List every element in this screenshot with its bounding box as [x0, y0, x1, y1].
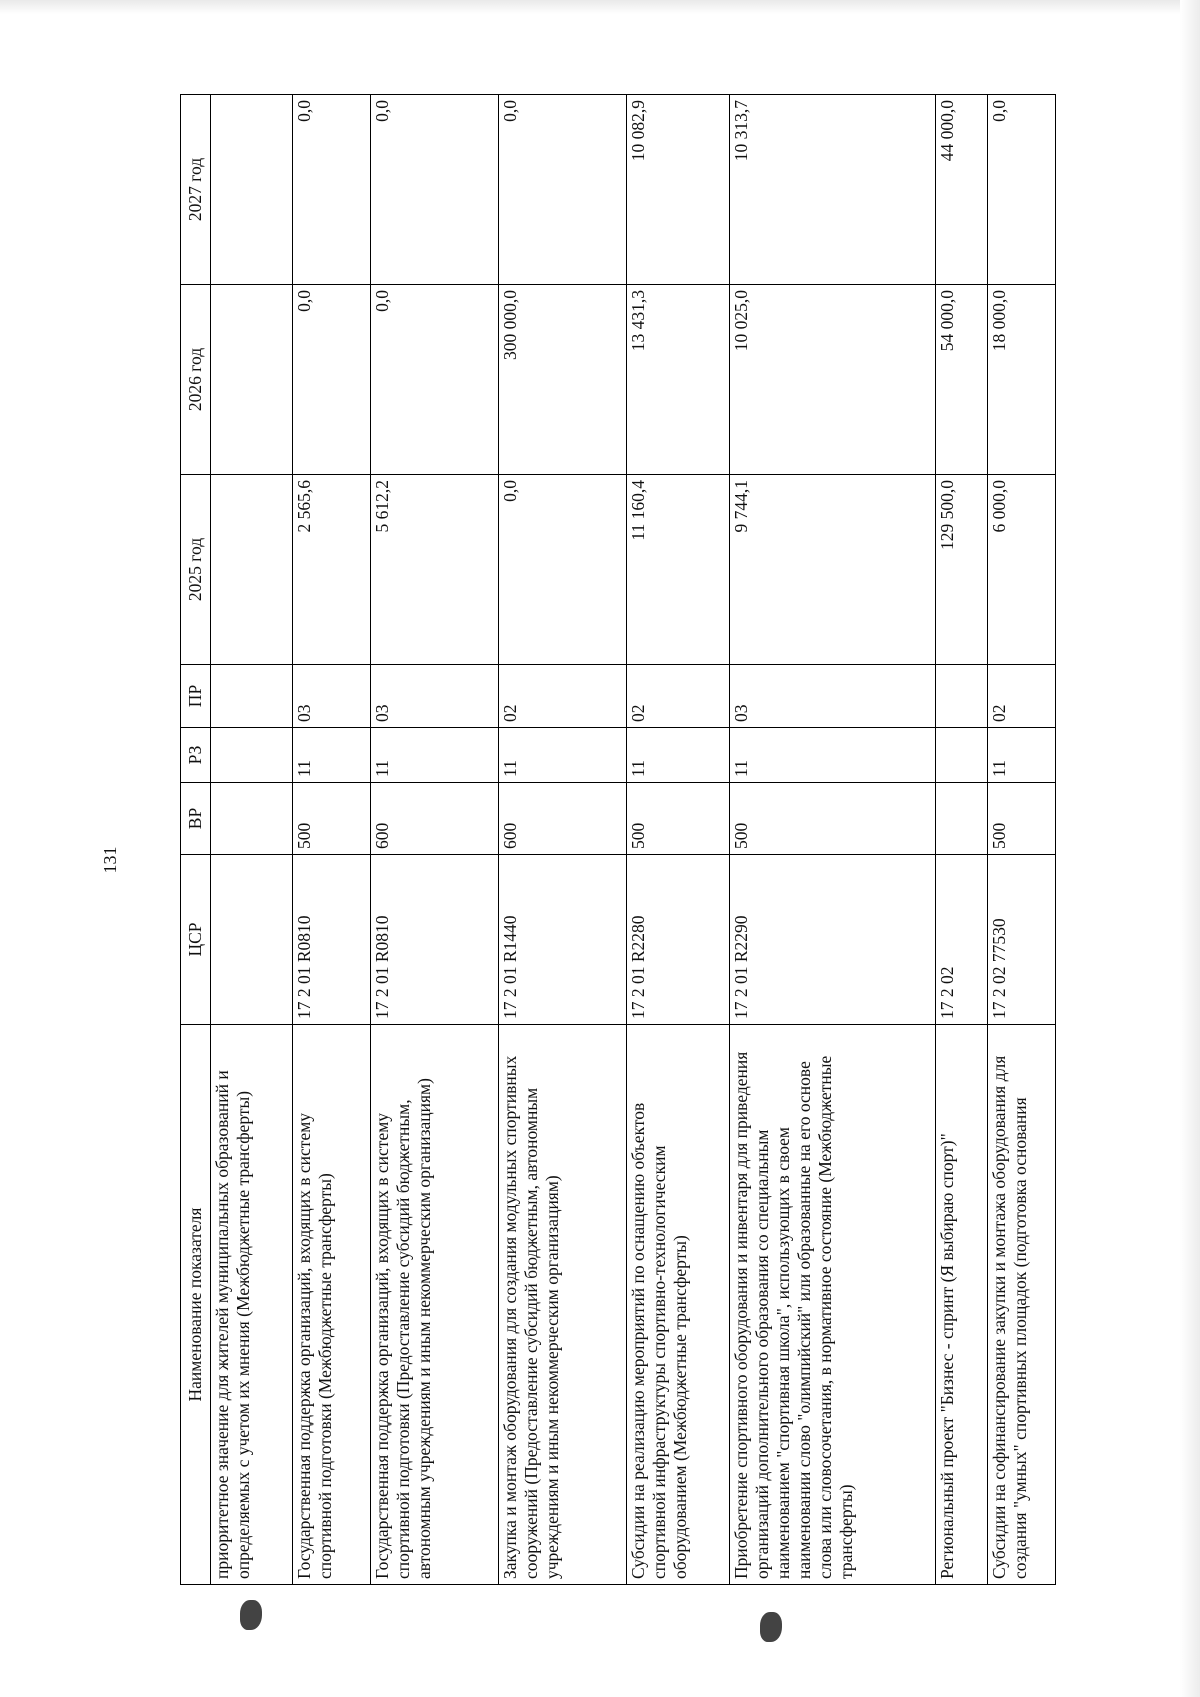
cell-csr: 17 2 02 77530	[988, 855, 1056, 1025]
cell-pr: 02	[627, 665, 730, 728]
cell-rz: 11	[293, 728, 371, 783]
cell-2025: 11 160,4	[627, 475, 730, 665]
cell-pr: 03	[730, 665, 936, 728]
cell-pr	[211, 665, 293, 728]
cell-vr: 500	[988, 783, 1056, 855]
cell-2025: 129 500,0	[936, 475, 988, 665]
binder-hole-mark	[760, 1612, 782, 1642]
cell-2027: 10 082,9	[627, 95, 730, 285]
binder-hole-mark	[240, 1600, 262, 1630]
cell-2025: 6 000,0	[988, 475, 1056, 665]
cell-rz: 11	[371, 728, 499, 783]
cell-name: Приобретение спортивного оборудования и инвентаря для приведения организаций дополнительного образования со специальным наименованием "спортивная школа", использующих в своем наименовании слово "олимпийский" или образованные на его основе слова или словосочетания, в нормативное состояние (Межбюджетные трансферты)	[730, 1025, 936, 1585]
cell-rz: 11	[988, 728, 1056, 783]
cell-vr: 600	[499, 783, 627, 855]
cell-pr: 02	[499, 665, 627, 728]
cell-2026	[211, 285, 293, 475]
cell-csr: 17 2 01 R0810	[293, 855, 371, 1025]
cell-2027: 44 000,0	[936, 95, 988, 285]
cell-2026: 18 000,0	[988, 285, 1056, 475]
cell-rz: 11	[627, 728, 730, 783]
col-header-name: Наименование показателя	[181, 1025, 211, 1585]
cell-name: Государственная поддержка организаций, входящих в систему спортивной подготовки (Предоставление субсидий бюджетным, автономным учреждениям и иным некоммерческим организациям)	[371, 1025, 499, 1585]
cell-rz: 11	[499, 728, 627, 783]
cell-pr: 02	[988, 665, 1056, 728]
cell-2026: 10 025,0	[730, 285, 936, 475]
cell-csr: 17 2 01 R2290	[730, 855, 936, 1025]
table-row	[499, 95, 627, 1585]
table-row	[988, 95, 1056, 1585]
cell-2027: 0,0	[371, 95, 499, 285]
cell-2025	[211, 475, 293, 665]
cell-2025: 5 612,2	[371, 475, 499, 665]
budget-table	[180, 94, 1056, 1585]
col-header-2027: 2027 год	[181, 95, 211, 285]
col-header-pr: ПР	[181, 665, 211, 728]
cell-name: Субсидии на реализацию мероприятий по оснащению объектов спортивной инфраструктуры спортивно-технологическим оборудованием (Межбюджетные трансферты)	[627, 1025, 730, 1585]
cell-2025: 0,0	[499, 475, 627, 665]
cell-name: Государственная поддержка организаций, входящих в систему спортивной подготовки (Межбюджетные трансферты)	[293, 1025, 371, 1585]
cell-name: Закупка и монтаж оборудования для создания модульных спортивных сооружений (Предоставление субсидий бюджетным, автономным учреждениям и иным некоммерческим организациям)	[499, 1025, 627, 1585]
scan-edge-right	[1180, 0, 1200, 1697]
cell-2025: 2 565,6	[293, 475, 371, 665]
cell-vr: 500	[293, 783, 371, 855]
table-row	[293, 95, 371, 1585]
table-row	[371, 95, 499, 1585]
cell-pr: 03	[371, 665, 499, 728]
cell-pr	[936, 665, 988, 728]
cell-2026: 0,0	[371, 285, 499, 475]
table-row	[627, 95, 730, 1585]
rotated-table-frame	[180, 95, 1030, 1585]
table-row	[730, 95, 936, 1585]
cell-vr	[936, 783, 988, 855]
cell-name: приоритетное значение для жителей муниципальных образований и определяемых с учетом их мнения (Межбюджетные трансферты)	[211, 1025, 293, 1585]
cell-2025: 9 744,1	[730, 475, 936, 665]
cell-vr	[211, 783, 293, 855]
cell-2027: 0,0	[293, 95, 371, 285]
cell-rz	[211, 728, 293, 783]
cell-csr: 17 2 01 R2280	[627, 855, 730, 1025]
page-number: 131	[99, 846, 120, 874]
cell-csr: 17 2 01 R1440	[499, 855, 627, 1025]
table-row	[211, 95, 293, 1585]
col-header-2025: 2025 год	[181, 475, 211, 665]
col-header-csr: ЦСР	[181, 855, 211, 1025]
cell-csr: 17 2 01 R0810	[371, 855, 499, 1025]
cell-2026: 300 000,0	[499, 285, 627, 475]
cell-name: Региональный проект "Бизнес - спринт (Я выбираю спорт)"	[936, 1025, 988, 1585]
scan-edge-top	[0, 0, 1200, 14]
cell-pr: 03	[293, 665, 371, 728]
cell-vr: 500	[627, 783, 730, 855]
cell-2027	[211, 95, 293, 285]
cell-2027: 10 313,7	[730, 95, 936, 285]
table-row	[936, 95, 988, 1585]
cell-vr: 600	[371, 783, 499, 855]
cell-2027: 0,0	[499, 95, 627, 285]
cell-2026: 13 431,3	[627, 285, 730, 475]
col-header-vr: ВР	[181, 783, 211, 855]
cell-csr	[211, 855, 293, 1025]
header-row	[181, 95, 211, 1585]
cell-rz: 11	[730, 728, 936, 783]
cell-csr: 17 2 02	[936, 855, 988, 1025]
cell-2026: 0,0	[293, 285, 371, 475]
cell-vr: 500	[730, 783, 936, 855]
col-header-2026: 2026 год	[181, 285, 211, 475]
cell-2026: 54 000,0	[936, 285, 988, 475]
cell-name: Субсидии на софинансирование закупки и монтажа оборудования для создания "умных" спортивных площадок (подготовка основания	[988, 1025, 1056, 1585]
col-header-rz: РЗ	[181, 728, 211, 783]
cell-rz	[936, 728, 988, 783]
cell-2027: 0,0	[988, 95, 1056, 285]
